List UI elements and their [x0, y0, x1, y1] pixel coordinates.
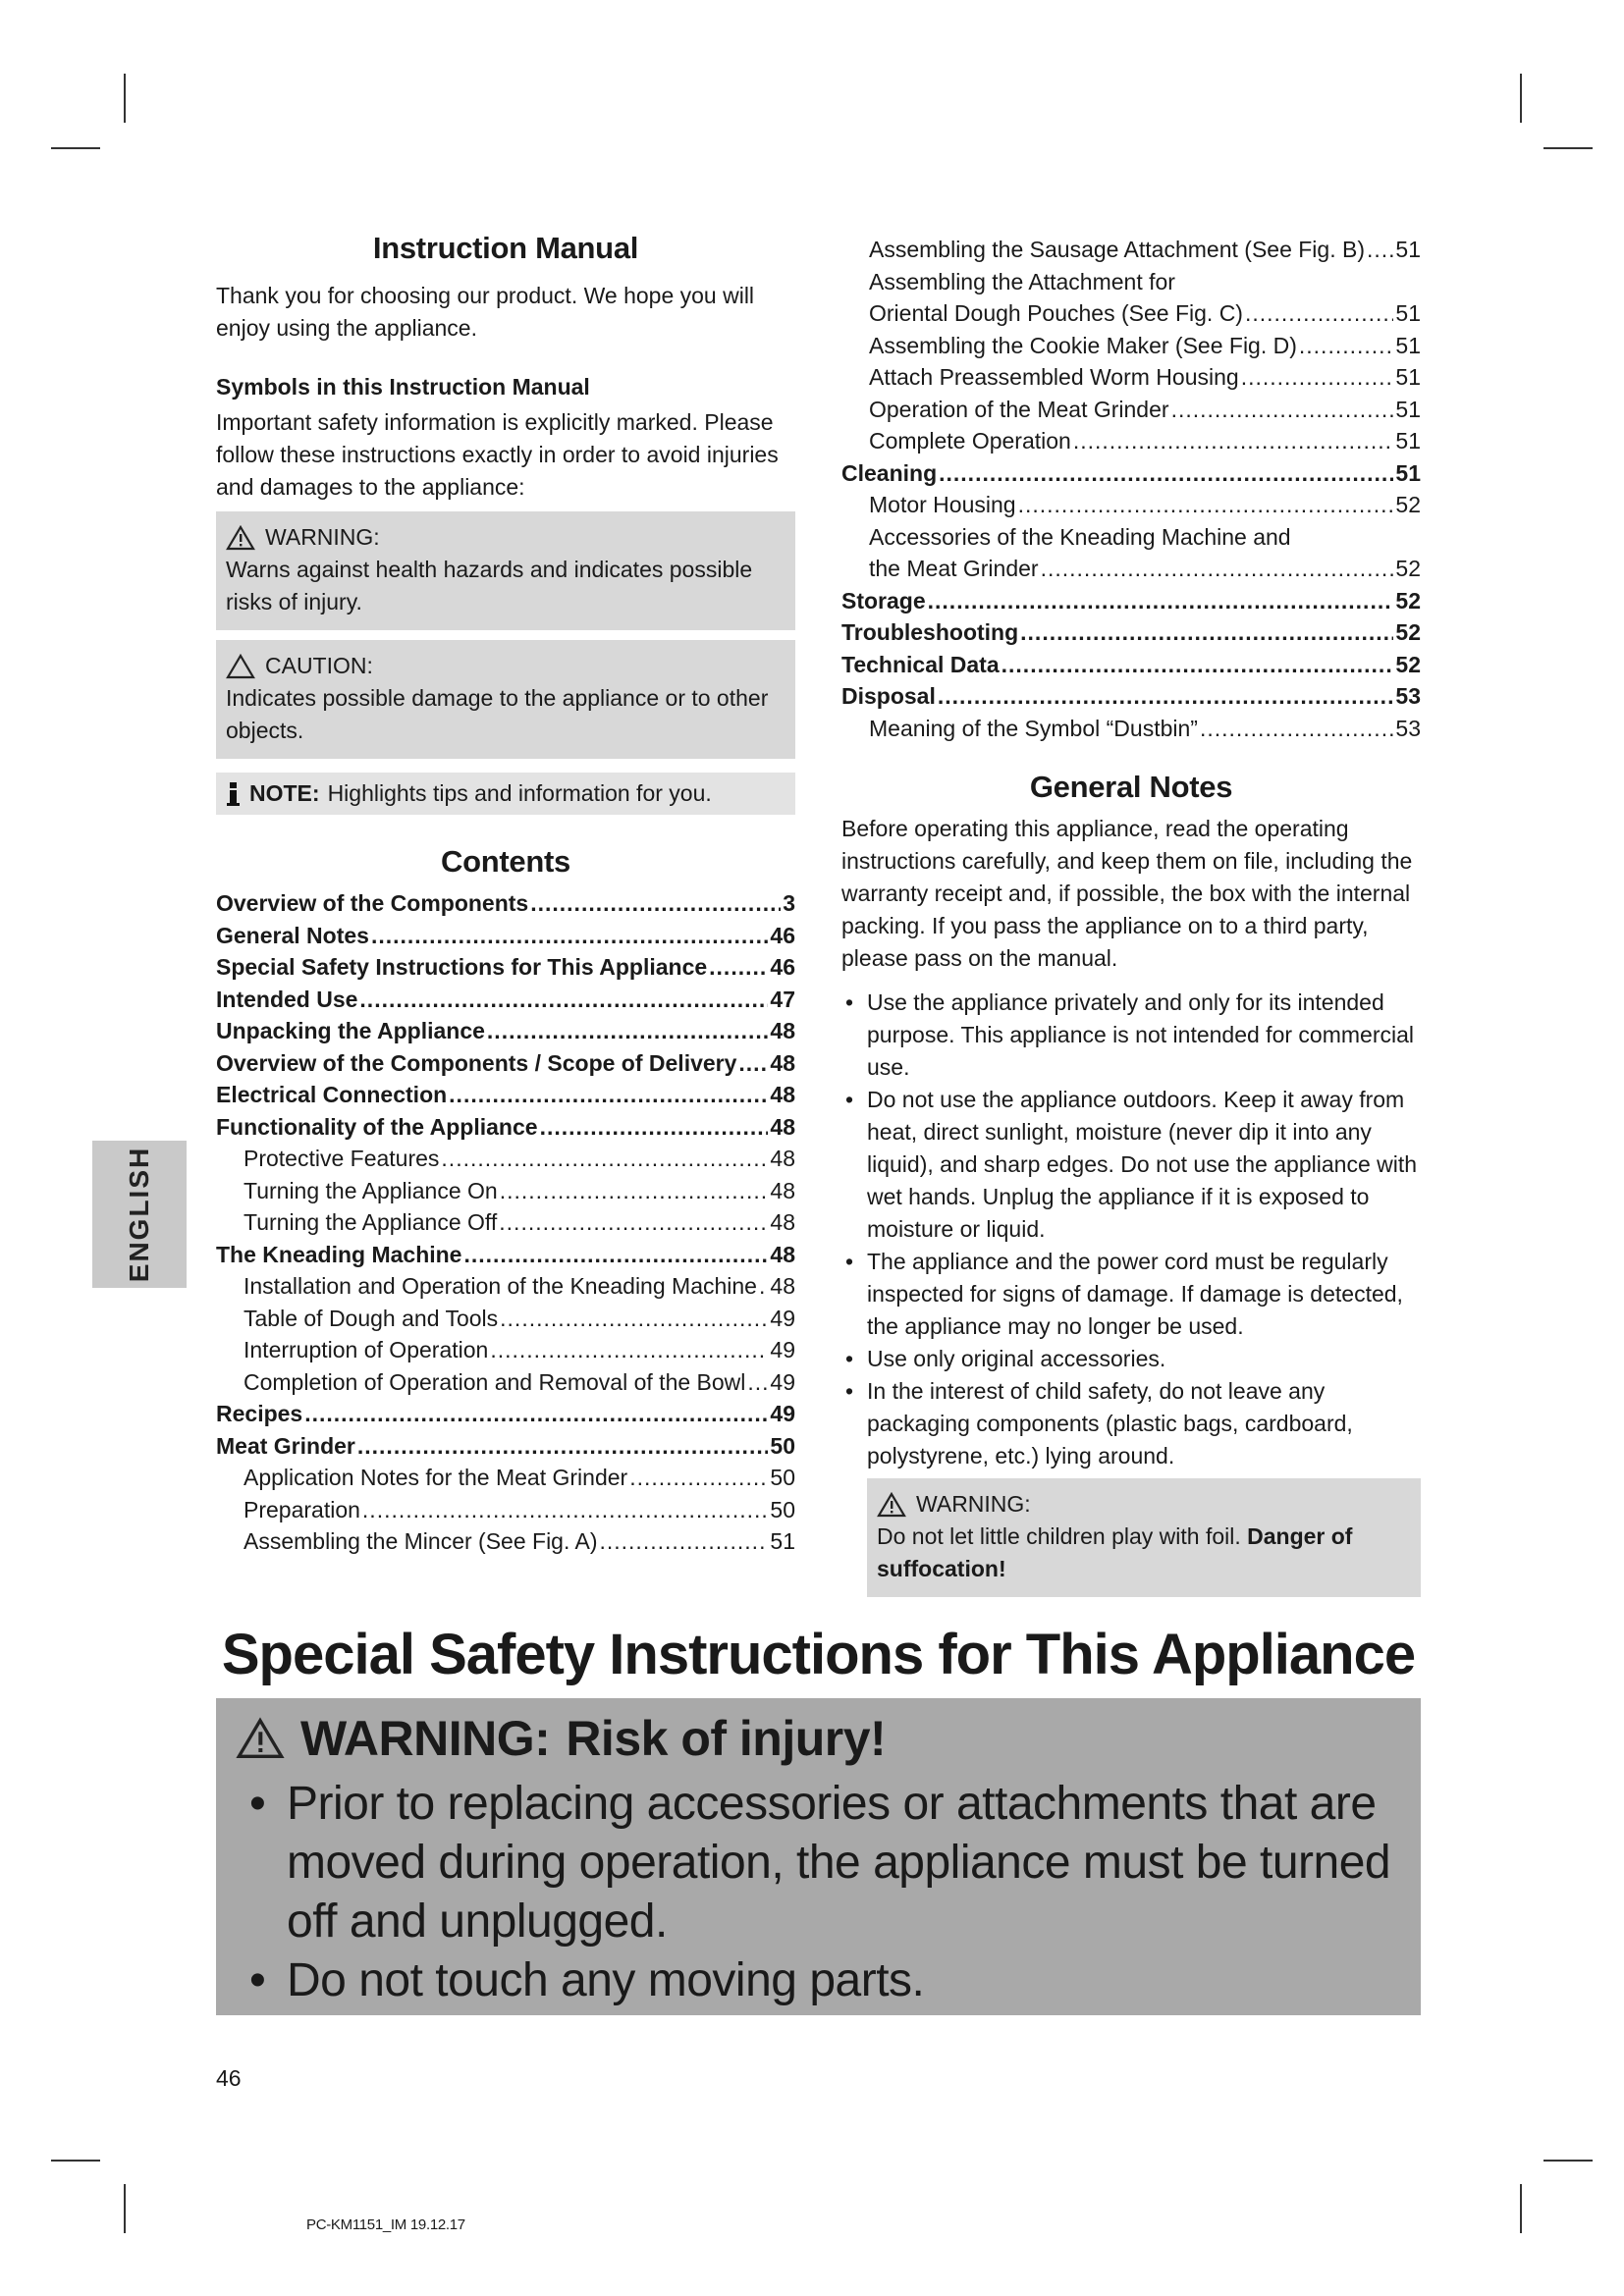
- right-column: [841, 234, 1421, 1597]
- note-legend-text: Highlights tips and information for you.: [327, 780, 712, 806]
- crop-mark: [1520, 2184, 1522, 2233]
- list-item: • Prior to replacing accessories or attachments that are moved during operation, the appliance must be turned off and unplugged.: [236, 1775, 1401, 1951]
- warning-legend-label: WARNING:: [265, 524, 380, 550]
- warning-triangle-icon: [226, 525, 255, 551]
- contents-title: Contents: [441, 844, 570, 879]
- toc-entry[interactable]: Operation of the Meat Grinder ..... 51: [841, 394, 1421, 426]
- toc-entry[interactable]: Unpacking the Appliance ..... 48: [216, 1015, 795, 1047]
- warning-triangle-icon: [236, 1717, 285, 1760]
- warning-legend-text: Warns against health hazards and indicates possible risks of injury.: [226, 557, 753, 614]
- table-of-contents-right: [841, 234, 1421, 744]
- toc-entry[interactable]: Storage ..... 52: [841, 585, 1421, 617]
- list-item: • Do not touch any moving parts.: [236, 1951, 1401, 2010]
- toc-entry[interactable]: Protective Features ..... 48: [216, 1143, 795, 1175]
- foil-warning-box: [867, 1478, 1421, 1597]
- toc-entry[interactable]: Meat Grinder ..... 50: [216, 1430, 795, 1463]
- foil-warning-text: Do not let little children play with foil.: [877, 1523, 1241, 1549]
- crop-mark: [124, 74, 126, 123]
- toc-entry-line[interactable]: Assembling the Attachment for: [869, 268, 1175, 294]
- toc-entry[interactable]: Attach Preassembled Worm Housing ..... 51: [841, 361, 1421, 394]
- general-notes-title: General Notes: [1029, 770, 1233, 804]
- manual-title: Instruction Manual: [372, 231, 639, 265]
- intro-text: Thank you for choosing our product. We hope you will enjoy using the appliance.: [216, 283, 755, 341]
- toc-entry[interactable]: Overview of the Components / Scope of Delivery ..... 48: [216, 1047, 795, 1080]
- toc-entry[interactable]: Turning the Appliance Off ..... 48: [216, 1206, 795, 1239]
- toc-entry[interactable]: the Meat Grinder ..... 52: [841, 553, 1421, 585]
- toc-entry[interactable]: Troubleshooting ..... 52: [841, 616, 1421, 649]
- toc-entry[interactable]: Functionality of the Appliance ..... 48: [216, 1111, 795, 1144]
- toc-entry[interactable]: Installation and Operation of the Kneading Machine ..... 48: [216, 1270, 795, 1303]
- language-tab: [92, 1141, 187, 1288]
- list-item: • In the interest of child safety, do not leave any packaging components (plastic bags, cardboard, polystyrene, etc.) lying around.: [841, 1375, 1421, 1472]
- toc-entry[interactable]: Assembling the Cookie Maker (See Fig. D) ..... 51: [841, 330, 1421, 362]
- safety-warning-subtitle: Risk of injury!: [566, 1711, 887, 1766]
- toc-entry[interactable]: Assembling the Mincer (See Fig. A) ..... 51: [216, 1525, 795, 1558]
- toc-entry[interactable]: Intended Use ..... 47: [216, 984, 795, 1016]
- crop-mark: [51, 147, 100, 149]
- toc-entry[interactable]: Electrical Connection ..... 48: [216, 1079, 795, 1111]
- toc-entry[interactable]: Overview of the Components ..... 3: [216, 887, 795, 920]
- toc-entry[interactable]: Interruption of Operation ..... 49: [216, 1334, 795, 1366]
- symbols-heading: Symbols in this Instruction Manual: [216, 374, 590, 400]
- crop-mark: [1543, 147, 1593, 149]
- foil-warning-label: WARNING:: [916, 1491, 1031, 1517]
- toc-entry[interactable]: Completion of Operation and Removal of the Bowl ..... 49: [216, 1366, 795, 1399]
- crop-mark: [1520, 74, 1522, 123]
- toc-entry[interactable]: Recipes ..... 49: [216, 1398, 795, 1430]
- crop-mark: [1543, 2160, 1593, 2162]
- safety-warning-box: [216, 1698, 1421, 2015]
- safety-list: [236, 1775, 1401, 2010]
- note-legend-label: NOTE:: [249, 780, 320, 806]
- safety-section-title: Special Safety Instructions for This Appliance: [221, 1623, 1416, 1686]
- info-icon: [226, 781, 242, 807]
- crop-mark: [124, 2184, 126, 2233]
- toc-entry[interactable]: Technical Data ..... 52: [841, 649, 1421, 681]
- symbols-text: Important safety information is explicitly marked. Please follow these instructions exactly in order to avoid injuries and damages to the appliance:: [216, 409, 779, 500]
- toc-entry[interactable]: Table of Dough and Tools ..... 49: [216, 1303, 795, 1335]
- left-column: [216, 231, 795, 1558]
- toc-entry[interactable]: The Kneading Machine ..... 48: [216, 1239, 795, 1271]
- toc-entry[interactable]: Special Safety Instructions for This Appliance ..... 46: [216, 951, 795, 984]
- toc-entry[interactable]: Complete Operation ..... 51: [841, 425, 1421, 457]
- list-item: • The appliance and the power cord must be regularly inspected for signs of damage. If damage is detected, the appliance may no longer be used.: [841, 1246, 1421, 1343]
- list-item: • Use the appliance privately and only for its intended purpose. This appliance is not intended for commercial use.: [841, 987, 1421, 1084]
- caution-legend-text: Indicates possible damage to the appliance or to other objects.: [226, 685, 769, 743]
- toc-entry[interactable]: Turning the Appliance On ..... 48: [216, 1175, 795, 1207]
- table-of-contents-left: [216, 887, 795, 1558]
- general-notes-list: [841, 987, 1421, 1472]
- language-tab-label: ENGLISH: [124, 1146, 154, 1283]
- footer-code: PC-KM1151_IM 19.12.17: [306, 2216, 465, 2233]
- crop-mark: [51, 2160, 100, 2162]
- toc-entry[interactable]: Application Notes for the Meat Grinder ..... 50: [216, 1462, 795, 1494]
- toc-entry[interactable]: Disposal ..... 53: [841, 680, 1421, 713]
- toc-entry[interactable]: Preparation ..... 50: [216, 1494, 795, 1526]
- toc-entry[interactable]: Cleaning ..... 51: [841, 457, 1421, 490]
- toc-entry-line[interactable]: Accessories of the Kneading Machine and: [869, 523, 1291, 550]
- toc-entry[interactable]: Oriental Dough Pouches (See Fig. C) ..... 51: [841, 297, 1421, 330]
- warning-legend-box: [216, 511, 795, 630]
- toc-entry[interactable]: General Notes ..... 46: [216, 920, 795, 952]
- note-legend-box: [216, 773, 795, 815]
- list-item: • Use only original accessories.: [841, 1343, 1421, 1375]
- list-item: • Do not use the appliance outdoors. Keep it away from heat, direct sunlight, moisture (never dip it into any liquid), and sharp edges. Do not use the appliance with wet hands. Unplug the appliance if it is exposed to moisture or liquid.: [841, 1084, 1421, 1246]
- toc-entry[interactable]: Motor Housing ..... 52: [841, 489, 1421, 521]
- safety-warning-label: WARNING:: [300, 1711, 551, 1766]
- toc-entry[interactable]: Meaning of the Symbol “Dustbin” ..... 53: [841, 713, 1421, 745]
- caution-legend-label: CAUTION:: [265, 653, 373, 678]
- foil-warning-emphasis: Danger of suffocation!: [877, 1523, 1353, 1581]
- caution-legend-box: [216, 640, 795, 759]
- general-notes-text: Before operating this appliance, read the operating instructions carefully, and keep them on file, including the warranty receipt and, if possible, the box with the internal packing. If you pass the appliance on to a third party, please pass on the manual.: [841, 816, 1413, 971]
- page-number: 46: [216, 2065, 242, 2091]
- warning-triangle-icon: [877, 1492, 906, 1518]
- caution-triangle-icon: [226, 654, 255, 679]
- toc-entry[interactable]: Assembling the Sausage Attachment (See Fig. B) ..... 51: [841, 234, 1421, 266]
